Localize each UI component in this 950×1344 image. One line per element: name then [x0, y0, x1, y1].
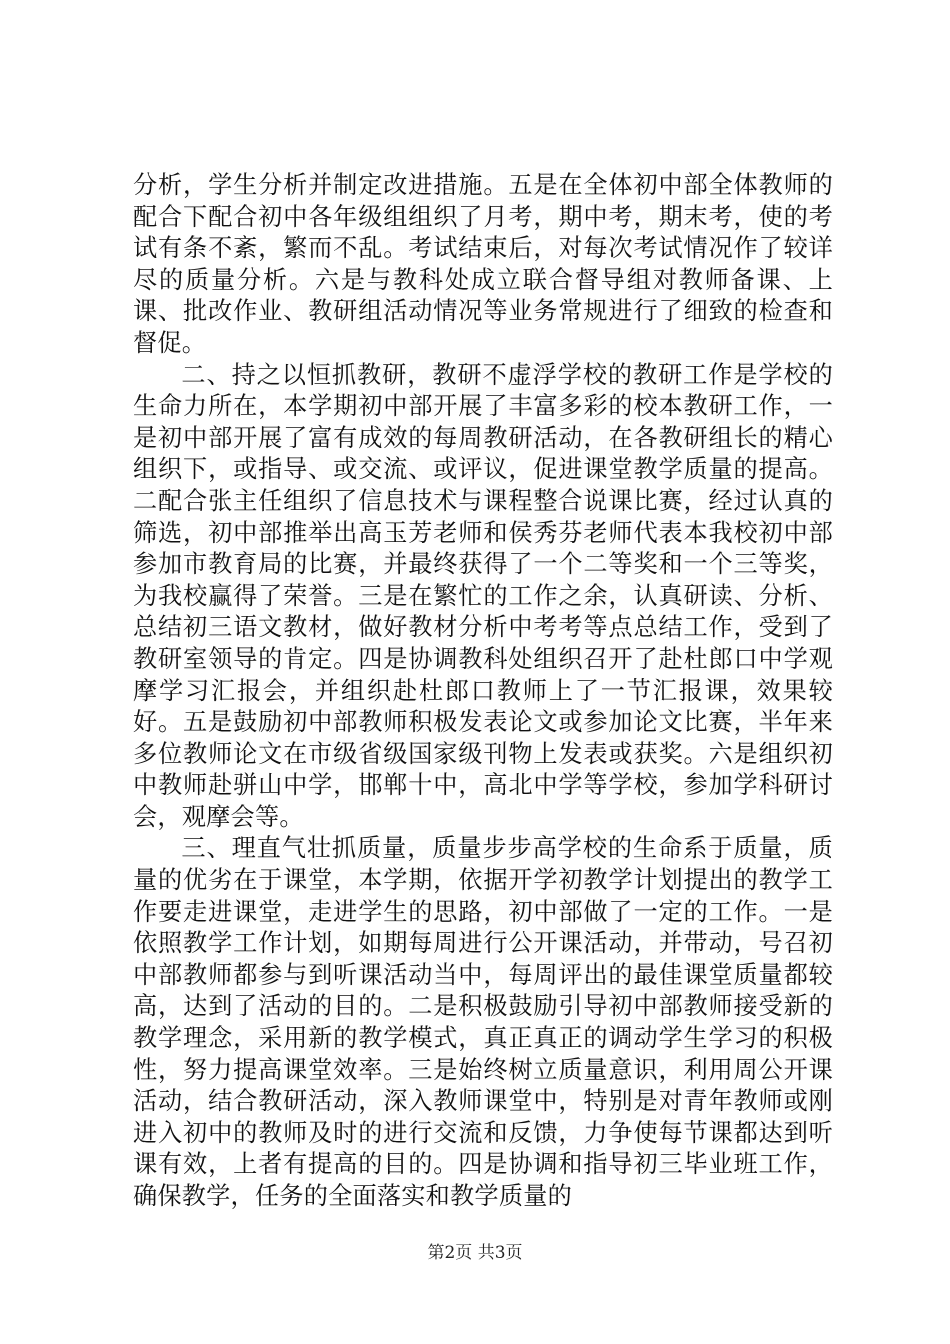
paragraph-section-two: 二、持之以恒抓教研，教研不虚浮学校的教研工作是学校的生命力所在，本学期初中部开展了丰富多彩的校本教研工作，一是初中部开展了富有成效的每周教研活动，在各教研组长的精心组织下，或指导、或交流、或评议，促进课堂教学质量的提高。二配合张主任组织了信息技术与课程整合说课比赛，经过认真的筛选，初中部推举出高玉芳老师和侯秀芬老师代表本我校初中部参加市教育局的比赛，并最终获得了一个二等奖和一个三等奖，为我校赢得了荣誉。三是在繁忙的工作之余，认真研读、分析、总结初三语文教材，做好教材分析中考考等点总结工作，受到了教研室领导的肯定。四是协调教科处组织召开了赴杜郎口中学观摩学习汇报会，并组织赴杜郎口教师上了一节汇报课，效果较好。五是鼓励初中部教师积极发表论文或参加论文比赛，半年来多位教师论文在市级省级国家级刊物上发表或获奖。六是组织初中教师赴骈山中学，邯郸十中，高北中学等学校，参加学科研讨会，观摩会等。 — [133, 360, 833, 831]
paragraph-section-three: 三、理直气壮抓质量，质量步步高学校的生命系于质量，质量的优劣在于课堂，本学期，依据开学初教学计划提出的教学工作要走进课堂，走进学生的思路，初中部做了一定的工作。一是依照教学工作计划，如期每周进行公开课活动，并带动，号召初中部教师都参与到听课活动当中，每周评出的最佳课堂质量都较高，达到了活动的目的。二是积极鼓励引导初中部教师接受新的教学理念，采用新的教学模式，真正真正的调动学生学习的积极性，努力提高课堂效率。三是始终树立质量意识，利用周公开课活动，结合教研活动，深入教师课堂中，特别是对青年教师或刚进入初中的教师及时的进行交流和反馈，力争使每节课都达到听课有效，上者有提高的目的。四是协调和指导初三毕业班工作，确保教学，任务的全面落实和教学质量的 — [133, 834, 833, 1210]
paragraph-continuation: 分析，学生分析并制定改进措施。五是在全体初中部全体教师的配合下配合初中各年级组组织了月考，期中考，期末考，使的考试有条不紊，繁而不乱。考试结束后，对每次考试情况作了较详尽的质量分析。六是与教科处成立联合督导组对教师备课、上课、批改作业、教研组活动情况等业务常规进行了细致的检查和督促。 — [133, 171, 833, 357]
page-number-footer: 第2页 共3页 — [427, 1243, 523, 1263]
document-body — [133, 170, 833, 1213]
